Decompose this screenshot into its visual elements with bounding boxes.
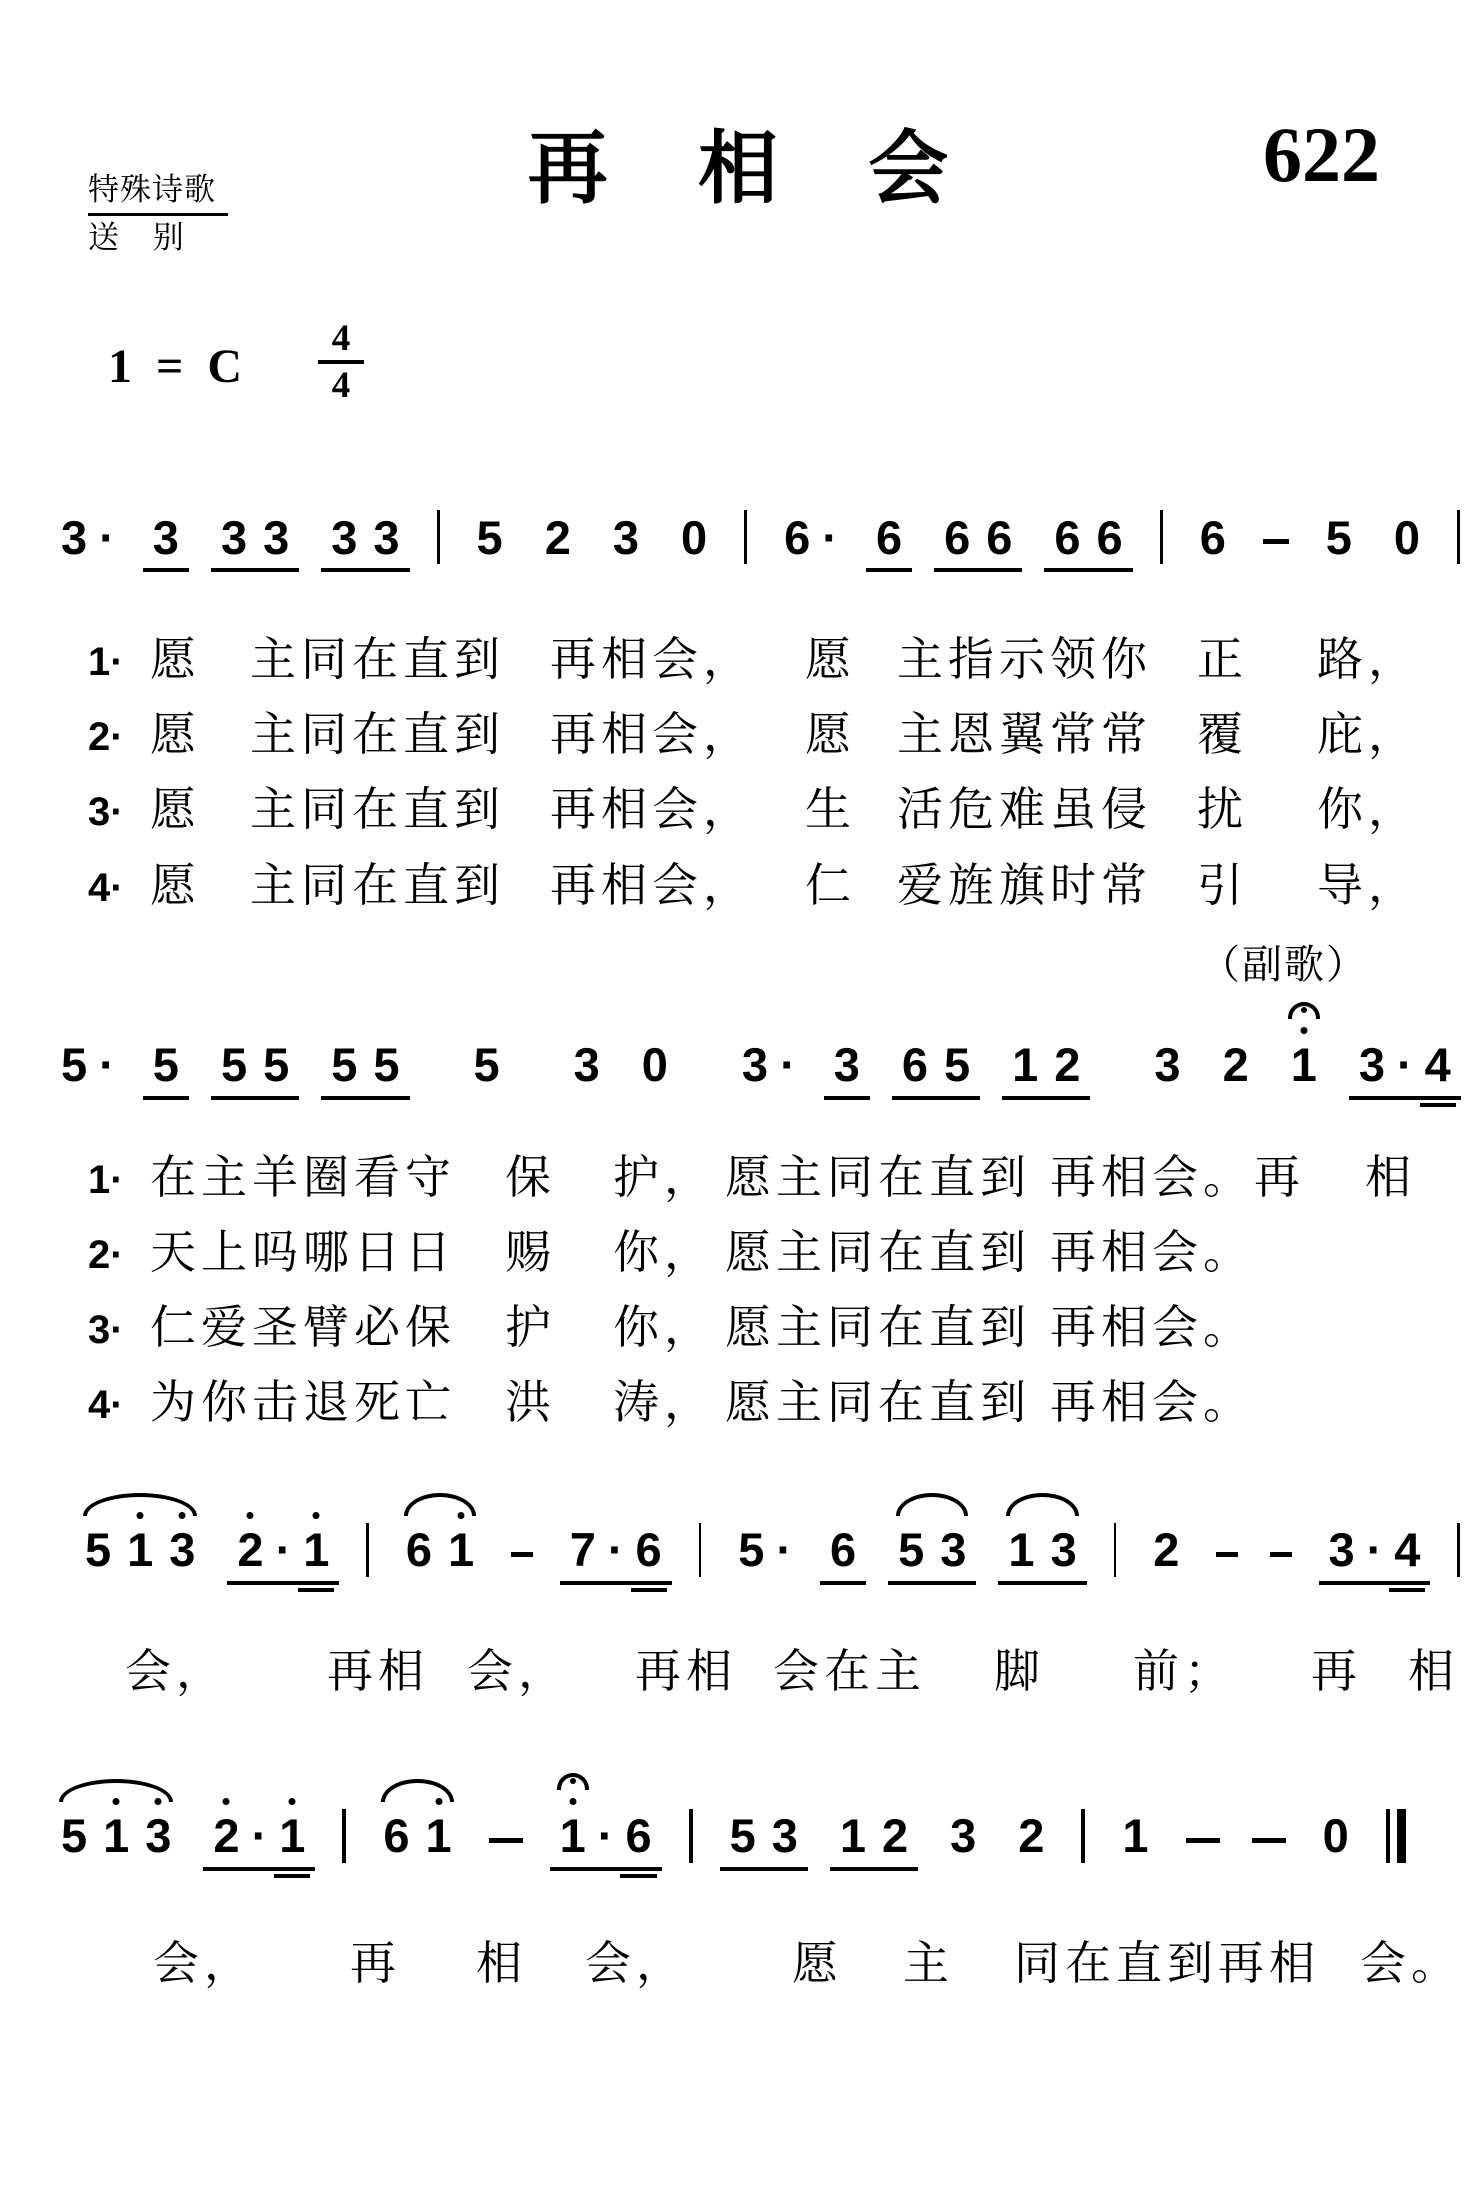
note: 6 [405, 1523, 433, 1577]
slur-group [888, 1525, 976, 1584]
lyric-segment: 愿 [792, 1937, 843, 1989]
note: 4 [1386, 1525, 1428, 1574]
note-group [211, 1040, 299, 1099]
lyric-segment: 愿 [805, 634, 856, 685]
note: 0 [680, 510, 708, 564]
lyric-segment: 主 [903, 1937, 954, 1989]
dash-note [1186, 1838, 1220, 1843]
note-group [1384, 510, 1430, 572]
verse-number: 2· [88, 715, 124, 760]
note: 3 [1328, 1523, 1355, 1577]
barline [689, 1809, 693, 1863]
note: 1 [1283, 1040, 1325, 1089]
lyric-segment: 愿主同在直到 [725, 1226, 1031, 1278]
note-group [1144, 1040, 1190, 1099]
lyric-segment: 再 [1311, 1645, 1362, 1697]
lyric-segment: 愿 [150, 634, 201, 685]
note: 1 [1122, 1809, 1149, 1863]
note-group [732, 1040, 802, 1099]
category-line2: 送 别 [88, 219, 184, 255]
lyric-segment: 再相会， [550, 859, 754, 911]
lyric-segment: 会在主 [773, 1645, 926, 1697]
lyric-segment: 相 [1408, 1645, 1459, 1697]
note-group [1319, 1525, 1431, 1584]
note-group [774, 510, 844, 572]
barline [744, 510, 747, 564]
note: 4 [1417, 1040, 1459, 1089]
lyric-segment: 再相 [635, 1645, 737, 1697]
final-barline [1386, 1809, 1406, 1863]
note: 5 [473, 1038, 500, 1092]
augmentation-dot: · [822, 510, 838, 564]
lyric-segment: 再相会， [550, 709, 754, 761]
note-group [51, 510, 121, 572]
lyric-segment: 生 [805, 784, 856, 836]
lyric-segment: 再 [350, 1937, 401, 1989]
note: 5 [476, 510, 503, 564]
note: 6 [830, 1523, 857, 1577]
augmentation-dot: · [780, 1038, 796, 1092]
note: 3 [1050, 1523, 1077, 1577]
lyric-segment: 再相会。 [1050, 1377, 1254, 1429]
note: 1 [552, 1811, 594, 1860]
note-group [227, 1525, 339, 1584]
lyric-segment: 路， [1317, 634, 1419, 685]
lyric-segment: 会， [467, 1645, 569, 1697]
lyric-segment: 赐 [505, 1226, 556, 1278]
barline [437, 510, 440, 564]
note: 6 [1199, 510, 1226, 564]
note-group [143, 510, 189, 572]
note-group [1349, 1040, 1461, 1099]
augmentation-dot: · [776, 1523, 792, 1577]
barline [342, 1809, 346, 1863]
lyric-line [0, 782, 1476, 837]
category-line1: 特殊诗歌 [88, 172, 228, 216]
music-line-4 [0, 1771, 1476, 1887]
note-group [1008, 1811, 1054, 1870]
note: 6 [617, 1811, 659, 1860]
note: 5 [61, 1809, 88, 1863]
note: 2 [1222, 1038, 1249, 1092]
note: 3 [373, 510, 400, 564]
note: 5 [263, 1038, 290, 1092]
note: 5 [898, 1523, 925, 1577]
note: 5 [738, 1523, 765, 1577]
lyric-segment: 扰 [1197, 784, 1248, 836]
note-group [632, 1040, 678, 1099]
note: 3 [137, 1811, 179, 1860]
lyric-segment: 再相会。 [1050, 1302, 1254, 1354]
lyric-segment: 主同在直到 [250, 634, 505, 685]
barline [1160, 510, 1163, 564]
lyric-segment: 再相 [327, 1645, 429, 1697]
lyric-line [0, 1225, 1476, 1280]
barline [1457, 1523, 1460, 1577]
fermata-icon [1288, 1002, 1320, 1019]
lyric-segment: 庇， [1317, 709, 1419, 761]
slur-group [373, 1811, 461, 1870]
verse-number: 3· [88, 790, 124, 835]
music-line-2 [0, 1000, 1476, 1116]
lyric-segment: 仁 [805, 859, 856, 911]
lyric-segment: 保 [505, 1151, 556, 1203]
note: 1 [1008, 1523, 1035, 1577]
lyric-segment: 护， [613, 1151, 715, 1203]
note: 3 [1154, 1038, 1181, 1092]
lyric-segment: 主指示领你 [897, 634, 1152, 685]
note: 2 [205, 1811, 247, 1860]
note: 1 [95, 1811, 137, 1860]
augmentation-dot: · [251, 1809, 268, 1863]
barline [1457, 510, 1460, 564]
note: 1 [271, 1811, 313, 1860]
lyric-segment: 主同在直到 [250, 709, 505, 761]
note: 3 [263, 510, 290, 564]
note: 5 [331, 1038, 358, 1092]
lyric-segment: 愿主同在直到 [725, 1377, 1031, 1429]
note-group [1190, 510, 1236, 572]
augmentation-dot: · [1396, 1038, 1413, 1092]
note-group [940, 1811, 986, 1870]
dash-note [1263, 539, 1289, 544]
dash-note [1270, 1552, 1292, 1557]
time-signature-numerator: 4 [331, 318, 351, 359]
note: 1 [440, 1525, 482, 1574]
time-signature [318, 320, 364, 404]
note: 3 [741, 1038, 769, 1092]
note-group [1143, 1525, 1189, 1584]
note: 6 [628, 1525, 670, 1574]
lyric-segment: 在主羊圈看守 [150, 1151, 456, 1203]
note: 6 [1054, 510, 1081, 564]
slur-group [396, 1525, 484, 1584]
final-lyric-line [0, 1927, 1476, 1993]
note: 7 [569, 1523, 596, 1577]
lyric-segment: 前； [1133, 1645, 1235, 1697]
note-group [1112, 1811, 1158, 1870]
note: 0 [1322, 1809, 1349, 1863]
note: 3 [1358, 1038, 1385, 1092]
note-group [830, 1811, 918, 1870]
note: 5 [61, 1038, 88, 1092]
dash-note [1252, 1838, 1286, 1843]
page-title: 再 相 会 [527, 124, 983, 213]
note: 6 [901, 1038, 928, 1092]
barline [699, 1523, 702, 1577]
dash-note [489, 1838, 523, 1843]
lyric-segment: 愿 [150, 859, 201, 911]
note: 3 [152, 510, 179, 564]
verse-lyrics-block [0, 632, 1476, 913]
note: 2 [1018, 1809, 1045, 1863]
lyric-segment: 护 [505, 1302, 556, 1354]
note: 3 [161, 1525, 203, 1574]
music-line-1 [0, 472, 1476, 588]
verse-number: 4· [88, 1383, 124, 1428]
note: 2 [544, 510, 571, 564]
lyric-segment: 愿 [805, 709, 856, 761]
note: 3 [61, 510, 88, 564]
music-line-3 [0, 1485, 1476, 1601]
lyric-segment: 天上吗哪日日 [150, 1226, 456, 1278]
note-group [560, 1525, 672, 1584]
note: 5 [944, 1038, 971, 1092]
note-group [467, 510, 513, 572]
note: 5 [1325, 510, 1352, 564]
barline [366, 1523, 369, 1577]
note-group [892, 1040, 980, 1099]
note-group [51, 1040, 121, 1099]
note-group [564, 1040, 610, 1099]
note-group [203, 1811, 315, 1870]
lyric-segment: 你， [613, 1226, 715, 1278]
lyric-segment: 爱旌旗时常 [897, 859, 1152, 911]
note-group [1316, 510, 1362, 572]
lyric-line [0, 1300, 1476, 1355]
note: 1 [839, 1809, 866, 1863]
lyric-segment: 会。 [1360, 1937, 1462, 1989]
lyric-segment: 再相会， [550, 634, 754, 685]
note-group [720, 1811, 808, 1870]
lyric-segment: 为你击退死亡 [150, 1377, 456, 1429]
note-group [1313, 1811, 1359, 1870]
verse-number: 1· [88, 1157, 124, 1202]
hymn-number: 622 [1263, 111, 1380, 198]
bridge-lyric-line [0, 1635, 1476, 1701]
thin-bar [1386, 1809, 1390, 1863]
note: 5 [85, 1523, 112, 1577]
lyric-segment: 活危难虽侵 [897, 784, 1152, 836]
note-group [1002, 1040, 1090, 1099]
barline [1081, 1809, 1085, 1863]
slur-group [51, 1811, 181, 1870]
note: 3 [612, 510, 639, 564]
note: 2 [1153, 1523, 1180, 1577]
lyric-segment: 相 [476, 1937, 527, 1989]
dash-note [511, 1552, 533, 1557]
note: 0 [1393, 510, 1420, 564]
note-group [1281, 1040, 1327, 1099]
note-group [321, 1040, 409, 1099]
lyric-segment: 主同在直到 [250, 784, 505, 836]
note-group [550, 1811, 662, 1870]
lyric-segment: 愿 [150, 709, 201, 761]
lyric-segment: 再相会。 [1050, 1226, 1254, 1278]
note-group [866, 510, 912, 572]
note: 3 [771, 1809, 798, 1863]
note-group [603, 510, 649, 572]
lyric-segment: 同在直到再相 [1014, 1937, 1320, 1989]
lyric-segment: 仁爱圣臂必保 [150, 1302, 456, 1354]
lyric-segment: 相 [1365, 1151, 1416, 1203]
note: 6 [383, 1809, 410, 1863]
note: 5 [152, 1038, 179, 1092]
note: 6 [986, 510, 1013, 564]
fraction-line [318, 360, 364, 364]
lyric-line [0, 632, 1476, 687]
note: 2 [229, 1525, 271, 1574]
note: 6 [944, 510, 971, 564]
note-group [143, 1040, 189, 1099]
augmentation-dot: · [1366, 1523, 1383, 1577]
verse-number: 4· [88, 865, 124, 910]
lyric-line [0, 1150, 1476, 1205]
lyric-segment: 主恩翼常常 [897, 709, 1152, 761]
key-time-row [108, 318, 1476, 414]
note-group [321, 510, 409, 572]
note: 6 [1096, 510, 1123, 564]
note-group [211, 510, 299, 572]
note: 1 [295, 1525, 337, 1574]
lyric-segment: 导， [1317, 859, 1419, 911]
note-group [934, 510, 1022, 572]
lyric-segment: 再相会。再 [1050, 1151, 1305, 1203]
note: 5 [220, 1038, 248, 1092]
lyric-line [0, 1375, 1476, 1430]
note: 2 [882, 1809, 909, 1863]
lyric-segment: 主同在直到 [250, 859, 505, 911]
note: 0 [641, 1038, 668, 1092]
note: 1 [418, 1811, 460, 1860]
note: 3 [573, 1038, 600, 1092]
verse-number: 2· [88, 1232, 124, 1277]
note: 3 [940, 1523, 967, 1577]
note: 3 [950, 1809, 977, 1863]
note: 6 [784, 510, 811, 564]
lyric-segment: 再相会， [550, 784, 754, 836]
note-group [1044, 510, 1132, 572]
note: 2 [1054, 1038, 1081, 1092]
note: 5 [373, 1038, 400, 1092]
time-signature-denominator: 4 [331, 365, 351, 406]
augmentation-dot: · [597, 1809, 614, 1863]
slur-group [75, 1525, 205, 1584]
key-signature: 1 = C [108, 339, 249, 393]
verse-number: 1· [88, 640, 124, 684]
note-group [824, 1040, 870, 1099]
chorus-marker: （副歌） [1200, 941, 1368, 987]
lyric-segment: 你， [1317, 784, 1419, 836]
note-group [728, 1525, 798, 1584]
verse-number: 3· [88, 1308, 124, 1353]
note: 3 [833, 1038, 860, 1092]
lyric-segment: 愿主同在直到 [725, 1302, 1031, 1354]
lyric-segment: 覆 [1197, 709, 1248, 761]
lyric-segment: 愿主同在直到 [725, 1151, 1031, 1203]
augmentation-dot: · [607, 1523, 624, 1577]
page-header [0, 0, 1476, 300]
lyric-segment: 愿 [150, 784, 201, 836]
note: 5 [729, 1809, 756, 1863]
note: 3 [331, 510, 358, 564]
lyric-segment: 你， [613, 1302, 715, 1354]
note-group [535, 510, 581, 572]
note-group [671, 510, 717, 572]
augmentation-dot: · [275, 1523, 292, 1577]
lyric-line [0, 858, 1476, 913]
note-group [820, 1525, 866, 1584]
note: 3 [220, 510, 248, 564]
lyric-segment: 会， [585, 1937, 687, 1989]
note: 6 [875, 510, 903, 564]
slur-group [998, 1525, 1086, 1584]
barline [1114, 1523, 1117, 1577]
lyric-segment: 会， [153, 1937, 255, 1989]
lyric-segment: 涛， [613, 1377, 715, 1429]
note: 1 [1012, 1038, 1039, 1092]
fermata-icon [557, 1773, 589, 1790]
note-group [1213, 1040, 1259, 1099]
lyric-segment: 洪 [505, 1377, 556, 1429]
lyric-segment: 脚 [994, 1645, 1045, 1697]
augmentation-dot: · [99, 1038, 115, 1092]
lyric-segment: 会， [125, 1645, 227, 1697]
lyric-segment: 正 [1197, 634, 1248, 685]
augmentation-dot: · [99, 510, 115, 564]
lyric-segment: 引 [1197, 859, 1248, 911]
chorus-lyrics-block [0, 1150, 1476, 1431]
note-group [464, 1040, 510, 1099]
thick-bar [1397, 1809, 1406, 1863]
lyric-line [0, 707, 1476, 762]
dash-note [1216, 1552, 1238, 1557]
note: 1 [119, 1525, 161, 1574]
